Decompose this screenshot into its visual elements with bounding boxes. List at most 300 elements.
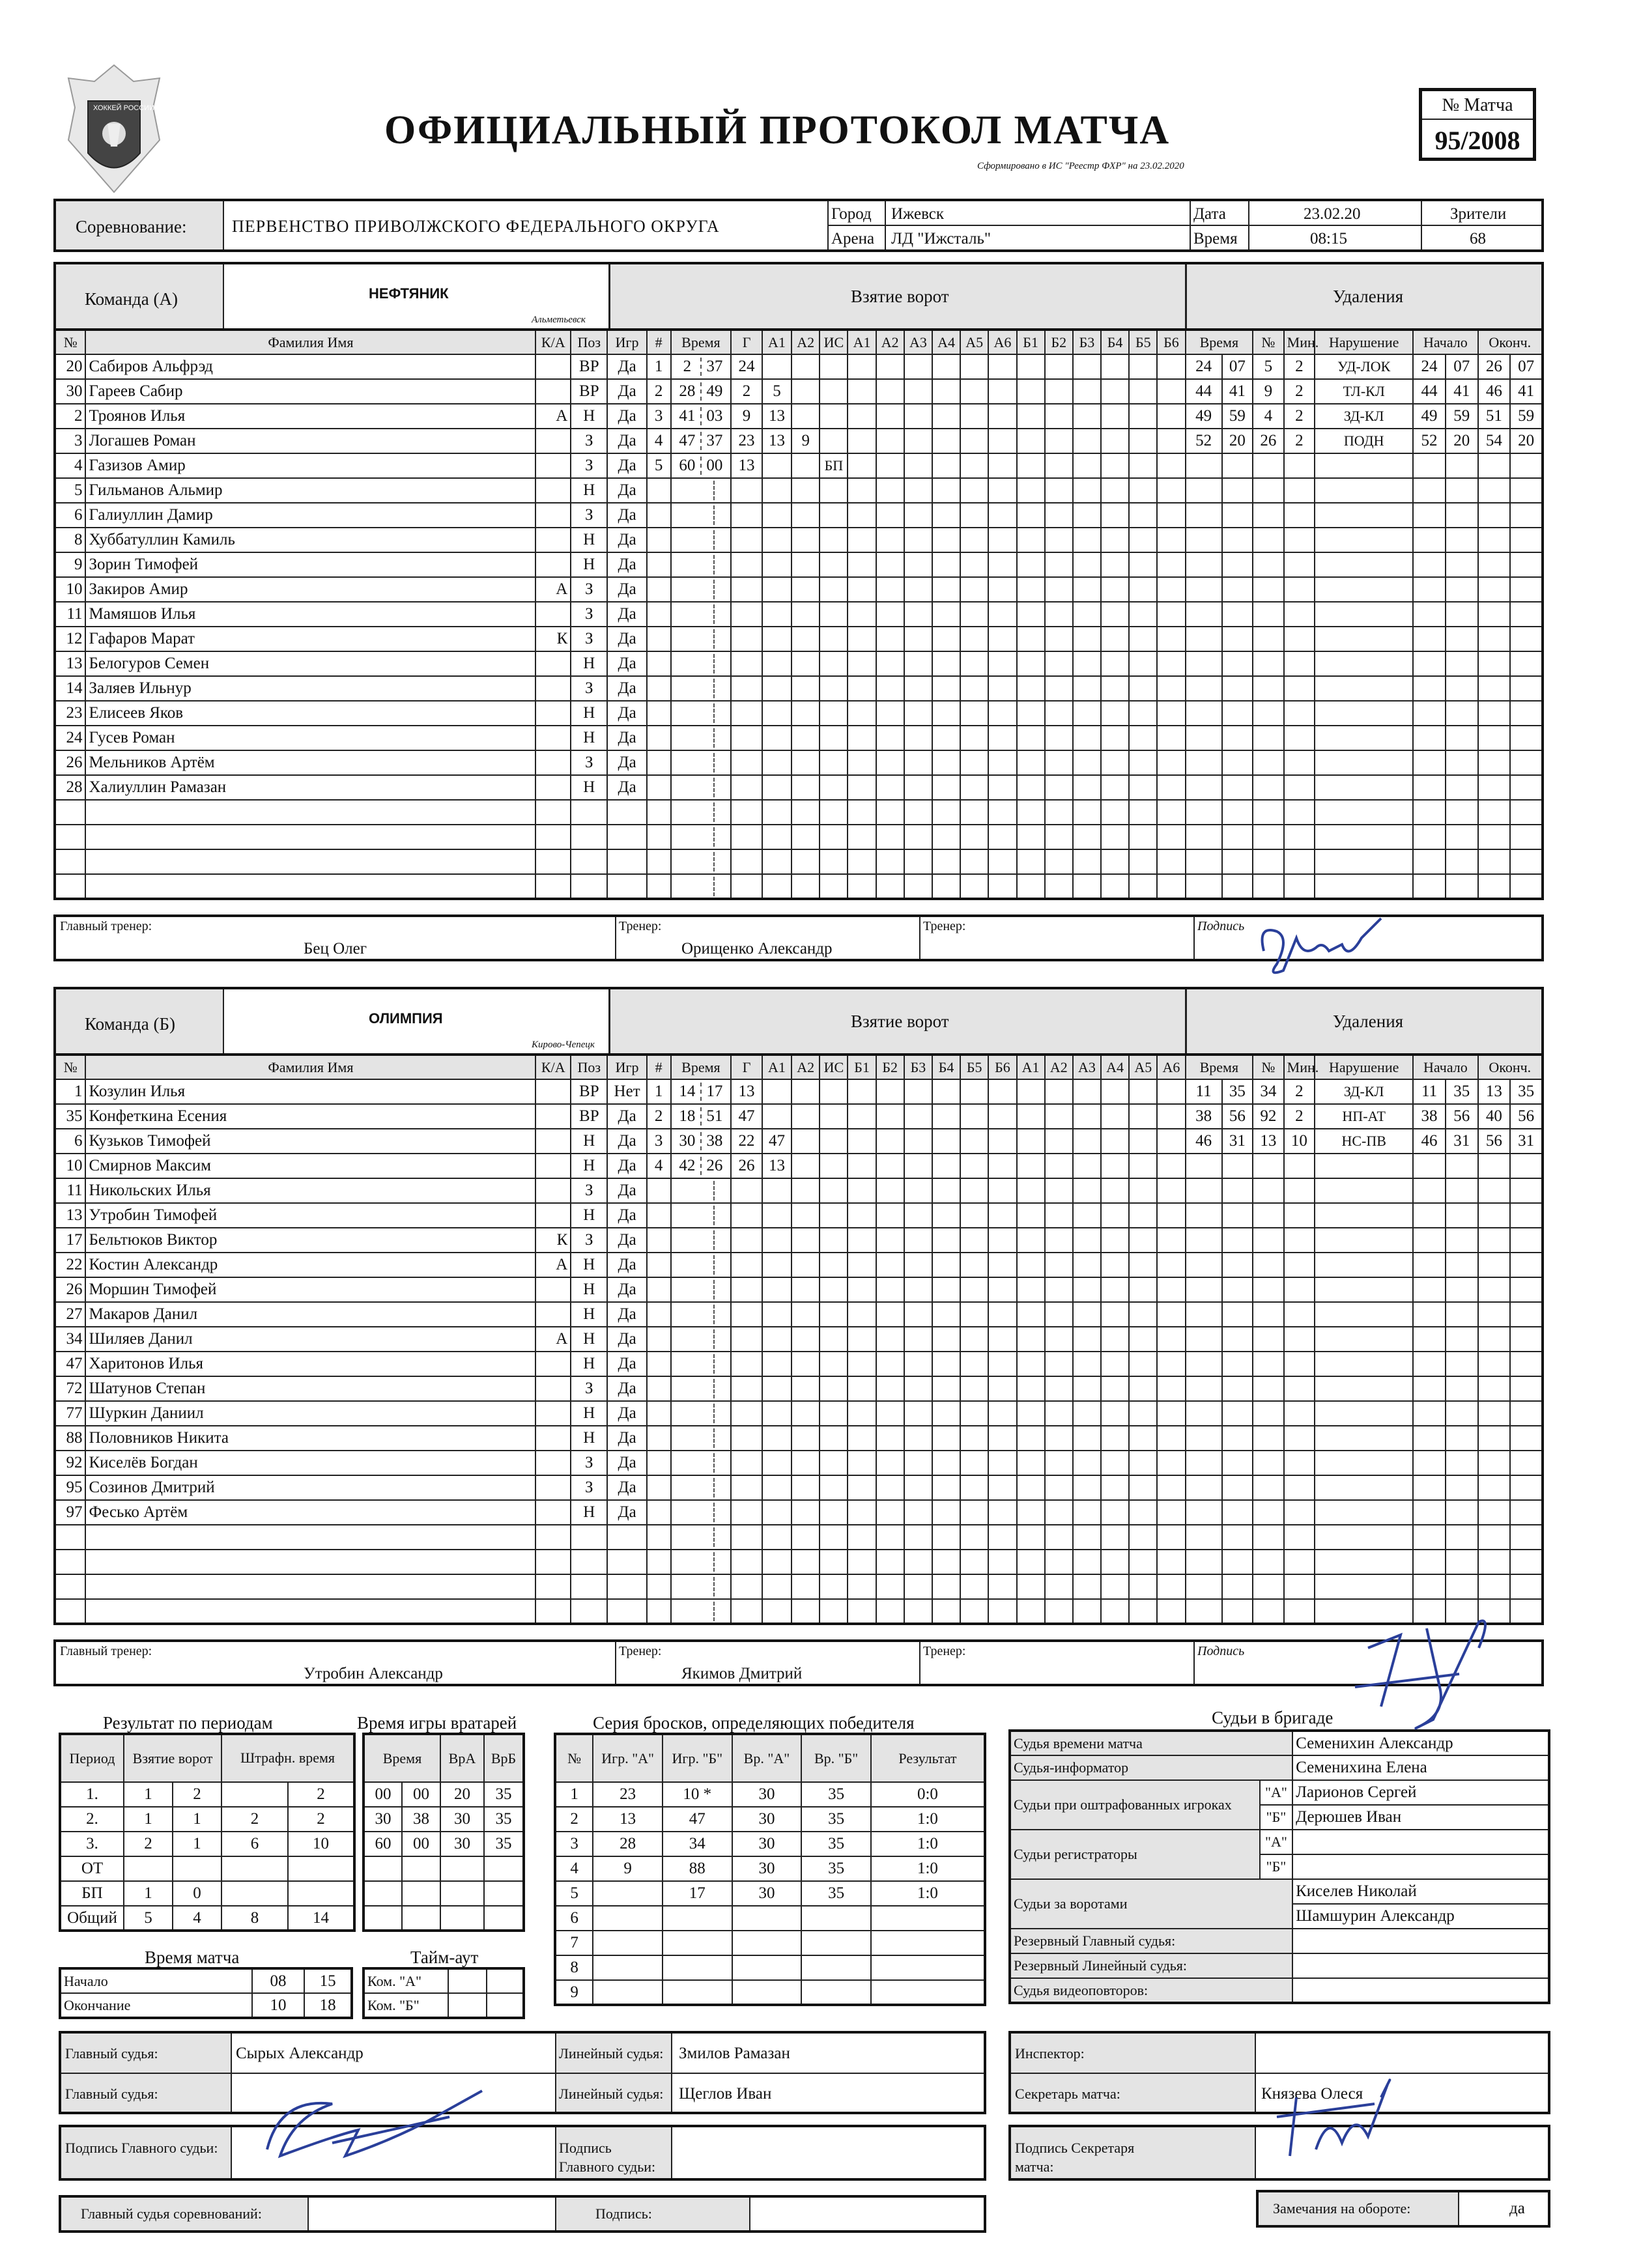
team_b-goal-is (820, 1253, 848, 1277)
team_b-goal-a1 (762, 1401, 792, 1426)
team_b-player-name: Никольских Илья (85, 1178, 535, 1203)
team_b-line-cell (1045, 1574, 1073, 1599)
team_a-goal-is (820, 478, 848, 503)
team_b-line-cell (904, 1277, 932, 1302)
table-row (55, 1203, 1543, 1228)
team_a-player-play: Да (607, 379, 646, 404)
team_b-goal-time (671, 1154, 732, 1178)
team_b-goals-title: Взятие ворот (851, 1012, 949, 1031)
team_a-player-name: Газизов Амир (85, 453, 535, 478)
team_b-pen-no (1253, 1500, 1283, 1525)
team_b-goal-a1 (762, 1327, 792, 1352)
team_a-line-cell (1045, 602, 1073, 627)
team_a-player-ka (535, 775, 571, 800)
team_a-line-cell (1073, 429, 1101, 453)
team_b-line-cell (1101, 1574, 1129, 1599)
team_b-pen-start-s (1446, 1574, 1478, 1599)
team_b-pen-no (1253, 1253, 1283, 1277)
team_b-pen-start-m (1413, 1253, 1446, 1277)
team_a-line-cell (1101, 354, 1129, 379)
team_b-player-play: Да (607, 1327, 646, 1352)
team_a-line-cell (848, 354, 876, 379)
table-row (55, 1079, 1543, 1104)
team_a-line-cell (988, 726, 1016, 750)
team_b-player-ka (535, 1302, 571, 1327)
team_b-header (53, 987, 1544, 1056)
match-start-m: 15 (304, 1968, 352, 1993)
team_a-h-goal-time: Время (671, 330, 732, 354)
team_b-goal-time (671, 1228, 732, 1253)
team_b-coach1-label: Тренер: (619, 1644, 662, 1658)
team_a-line-cell (1101, 849, 1129, 874)
team_b-pen-sec-time (1222, 1376, 1253, 1401)
periods-h-pen: Штрафн. время (221, 1734, 354, 1782)
team_a-line-cell (1017, 552, 1045, 577)
team_b-h-line-b6: А6 (1157, 1055, 1185, 1079)
goalie-s (402, 1856, 440, 1881)
team_b-pen-end-m (1478, 1500, 1511, 1525)
team_b-line-cell (1129, 1599, 1157, 1624)
team_a-line-cell (1017, 453, 1045, 478)
team_a-line-cell (932, 849, 960, 874)
team_a-h-line-a5: А5 (960, 330, 988, 354)
team_b-line-cell (904, 1203, 932, 1228)
team_b-player-play: Да (607, 1203, 646, 1228)
team_b-line-cell (932, 1327, 960, 1352)
team_a-line-cell (1073, 651, 1101, 676)
team_a-player-no: 13 (55, 651, 85, 676)
team_a-pen-end-m (1478, 676, 1511, 701)
team_a-goal-a1 (762, 750, 792, 775)
team_b-line-cell (848, 1401, 876, 1426)
team_a-h-pos: Поз (571, 330, 607, 354)
team_a-head-coach: Бец Олег (304, 940, 367, 957)
team_a-goal-is (820, 577, 848, 602)
team_a-player-name: Гареев Сабир (85, 379, 535, 404)
shootout-b (663, 1955, 732, 1980)
team_a-pen-start-m (1413, 453, 1446, 478)
team_b-player-no: 47 (55, 1352, 85, 1376)
line-ref-label-2: Линейный судья: (559, 2086, 664, 2102)
team_a-pen-no (1253, 552, 1283, 577)
team_b-line-cell (960, 1525, 988, 1550)
shootout-gb: 35 (801, 1782, 871, 1807)
team_b-goal-no (647, 1376, 671, 1401)
team_b-line-cell (932, 1228, 960, 1253)
team_b-line-cell (904, 1451, 932, 1475)
team_b-line-cell (1017, 1302, 1045, 1327)
team_b-line-cell (988, 1079, 1016, 1104)
team_a-line-cell (1045, 627, 1073, 651)
team_a-pen-minutes (1284, 453, 1315, 478)
team_a-line-cell (1101, 577, 1129, 602)
team_b-line-cell (904, 1525, 932, 1550)
team_b-line-cell (1045, 1475, 1073, 1500)
team_b-line-cell (1017, 1500, 1045, 1525)
team_a-line-cell (1157, 825, 1185, 849)
team_b-pen-end-s (1510, 1451, 1543, 1475)
team_b-line-cell (1045, 1426, 1073, 1451)
team_a-pen-end-m (1478, 701, 1511, 726)
team_b-pen-start-s (1446, 1525, 1478, 1550)
team_b-player-ka (535, 1525, 571, 1550)
team_b-line-cell (1101, 1104, 1129, 1129)
team_a-goal-no: 2 (647, 379, 671, 404)
team_a-player-no: 8 (55, 528, 85, 552)
team_b-line-cell (988, 1525, 1016, 1550)
team_a-line-cell (960, 825, 988, 849)
team_a-pen-violation (1315, 552, 1413, 577)
team_a-goal-time (671, 503, 732, 528)
team_a-pen-minutes (1284, 701, 1315, 726)
team_b-goal-is (820, 1500, 848, 1525)
team_a-line-cell (1129, 726, 1157, 750)
table-row (55, 800, 1543, 825)
team_b-goal-no (647, 1525, 671, 1550)
team_b-pen-sec-time (1222, 1327, 1253, 1352)
team_b-line-cell (876, 1154, 904, 1178)
team_a-line-cell (988, 651, 1016, 676)
team_a-pen-minutes: 2 (1284, 354, 1315, 379)
team_b-pen-min-time (1186, 1451, 1222, 1475)
team_b-goal-time (671, 1475, 732, 1500)
team_b-pen-end-m (1478, 1525, 1511, 1550)
team_a-line-cell (1129, 577, 1157, 602)
team_a-player-ka: К (535, 627, 571, 651)
team_b-pen-end-m (1478, 1401, 1511, 1426)
team_a-line-cell (1157, 726, 1185, 750)
team_a-line-cell (876, 726, 904, 750)
team_b-pen-minutes (1284, 1401, 1315, 1426)
team_a-line-cell (1045, 552, 1073, 577)
team_a-pen-start-m (1413, 552, 1446, 577)
penalty-a-tag: "А" (1260, 1780, 1292, 1805)
team_b-pen-min-time (1186, 1401, 1222, 1426)
team_b-line-cell (1157, 1178, 1185, 1203)
team_a-goals-title: Взятие ворот (851, 287, 949, 306)
table-row (55, 429, 1543, 453)
team_b-pen-min-time (1186, 1475, 1222, 1500)
team_a-line-cell (988, 478, 1016, 503)
team_b-label: Команда (Б) (85, 1014, 175, 1034)
team_a-line-cell (1129, 602, 1157, 627)
team_a-line-cell (876, 651, 904, 676)
team_a-goal-is (820, 701, 848, 726)
team_b-pen-start-m (1413, 1327, 1446, 1352)
team_b-line-cell (1017, 1401, 1045, 1426)
table-row (55, 404, 1543, 429)
team_a-line-cell (1129, 651, 1157, 676)
team_a-roster-table (53, 328, 1544, 900)
shootout-b (663, 1931, 732, 1955)
team_b-pen-end-m (1478, 1352, 1511, 1376)
team_b-line-cell (1073, 1451, 1101, 1475)
team_b-line-cell (876, 1376, 904, 1401)
team_a-h-goal-g: Г (731, 330, 762, 354)
team_a-player-play: Да (607, 701, 646, 726)
team_a-line-cell (848, 701, 876, 726)
team_a-player-ka (535, 676, 571, 701)
team_b-line-cell (1017, 1426, 1045, 1451)
team_b-goal-is (820, 1550, 848, 1574)
team_a-pen-minutes (1284, 503, 1315, 528)
team_a-line-cell (1017, 429, 1045, 453)
team_b-line-cell (1017, 1376, 1045, 1401)
line-ref-2: Щеглов Иван (679, 2085, 772, 2103)
team_a-pen-end-s (1510, 478, 1543, 503)
team_a-goal-a2 (792, 404, 820, 429)
team_a-line-cell (1157, 775, 1185, 800)
team_b-line-cell (1073, 1203, 1101, 1228)
team_b-player-ka (535, 1550, 571, 1574)
team_a-pen-minutes (1284, 800, 1315, 825)
team_a-pen-end-s: 59 (1510, 404, 1543, 429)
team_a-pen-sec-time (1222, 775, 1253, 800)
team_b-player-name: Созинов Дмитрий (85, 1475, 535, 1500)
team_b-line-cell (1101, 1302, 1129, 1327)
team_b-line-cell (988, 1129, 1016, 1154)
team_b-line-cell (1101, 1352, 1129, 1376)
team_a-h-play: Игр (607, 330, 646, 354)
team_b-player-play: Да (607, 1475, 646, 1500)
team_b-goal-time (671, 1599, 732, 1624)
team_b-pen-sec-time (1222, 1178, 1253, 1203)
team_b-line-cell (1129, 1079, 1157, 1104)
penalty-judges-label: Судьи при оштрафованных игроках (1010, 1780, 1260, 1830)
team_a-goal-scorer: 9 (731, 404, 762, 429)
team_b-line-cell (1017, 1253, 1045, 1277)
team_a-player-play: Да (607, 404, 646, 429)
team_b-player-no: 97 (55, 1500, 85, 1525)
team_b-line-cell (1157, 1203, 1185, 1228)
team_a-player-pos: З (571, 429, 607, 453)
team_a-pen-sec-time (1222, 651, 1253, 676)
team_a-pen-end-m (1478, 602, 1511, 627)
team_a-pen-min-time (1186, 825, 1222, 849)
team_a-goal-a2 (792, 379, 820, 404)
table-row (364, 1807, 524, 1832)
shootout-b (663, 1906, 732, 1931)
goalie-a: 30 (440, 1832, 484, 1856)
team_a-goal-scorer (731, 775, 762, 800)
team_a-pen-no (1253, 676, 1283, 701)
team_a-line-cell (1101, 627, 1129, 651)
goalie-m (364, 1906, 402, 1931)
team_a-goal-a1 (762, 825, 792, 849)
team_a-pen-violation (1315, 478, 1413, 503)
shootout-n: 2 (555, 1807, 593, 1832)
team_a-pen-end-m: 26 (1478, 354, 1511, 379)
team_b-pen-minutes (1284, 1352, 1315, 1376)
team_b-pen-end-m (1478, 1550, 1511, 1574)
team_a-goal-no (647, 726, 671, 750)
team_b-line-cell (1045, 1154, 1073, 1178)
team_a-pen-end-s (1510, 775, 1543, 800)
team_a-goal-no (647, 849, 671, 874)
team_a-pen-start-s (1446, 701, 1478, 726)
team_b-pen-start-s: 35 (1446, 1079, 1478, 1104)
team_b-line-cell (1129, 1426, 1157, 1451)
shootout-a (593, 1881, 663, 1906)
team_a-goal-is (820, 750, 848, 775)
team_a-goal-scorer (731, 552, 762, 577)
team_a-block (53, 262, 1544, 965)
team_b-line-cell (904, 1550, 932, 1574)
team_a-pen-minutes (1284, 750, 1315, 775)
team_b-line-cell (1017, 1277, 1045, 1302)
team_a-pen-minutes (1284, 651, 1315, 676)
team_b-line-cell (876, 1550, 904, 1574)
table-row (55, 552, 1543, 577)
team_b-pen-start-s (1446, 1475, 1478, 1500)
team_b-pen-min-time (1186, 1154, 1222, 1178)
team_a-line-cell (904, 849, 932, 874)
team_b-goal-is (820, 1525, 848, 1550)
team_b-line-cell (988, 1475, 1016, 1500)
team_b-line-cell (988, 1376, 1016, 1401)
team_a-line-cell (1157, 651, 1185, 676)
team_a-player-pos: Н (571, 651, 607, 676)
team_a-player-no: 12 (55, 627, 85, 651)
team_b-pen-end-m (1478, 1154, 1511, 1178)
team_a-player-play: Да (607, 651, 646, 676)
shootout-h-no: № (555, 1734, 593, 1782)
team_b-goal-time (671, 1079, 732, 1104)
team_a-line-cell (988, 750, 1016, 775)
team_a-pen-min-time (1186, 627, 1222, 651)
team_a-line-cell (1045, 701, 1073, 726)
team_a-goal-a2 (792, 552, 820, 577)
team_a-pen-end-m: 51 (1478, 404, 1511, 429)
goalie-b: 35 (484, 1807, 524, 1832)
team_b-pen-min-time (1186, 1178, 1222, 1203)
team_a-pen-no (1253, 701, 1283, 726)
team_a-line-cell (1045, 528, 1073, 552)
team_b-player-play: Да (607, 1129, 646, 1154)
team_b-player-name (85, 1574, 535, 1599)
team_b-line-cell (1129, 1550, 1157, 1574)
team_b-head-coach-label: Главный тренер: (60, 1644, 152, 1658)
team_a-line-cell (904, 676, 932, 701)
arena-label: Арена (831, 230, 875, 248)
team_b-line-cell (848, 1302, 876, 1327)
team_a-pen-end-m: 54 (1478, 429, 1511, 453)
team_a-pen-no (1253, 503, 1283, 528)
team_a-goal-time (671, 552, 732, 577)
table-row (60, 1832, 354, 1856)
team_b-line-cell (1101, 1451, 1129, 1475)
period-pa (221, 1856, 288, 1881)
team_a-line-cell (1101, 503, 1129, 528)
team_a-line-cell (904, 577, 932, 602)
team_b-line-cell (1073, 1525, 1101, 1550)
team_b-line-cell (1157, 1500, 1185, 1525)
team_b-goal-a1: 47 (762, 1129, 792, 1154)
table-row (55, 478, 1543, 503)
team_b-player-ka (535, 1599, 571, 1624)
team_a-player-ka: А (535, 404, 571, 429)
team_a-line-cell (1073, 528, 1101, 552)
shootout-ga (732, 1931, 802, 1955)
team_b-line-cell (960, 1352, 988, 1376)
team_a-pen-end-s: 20 (1510, 429, 1543, 453)
shootout-h-b: Игр. "Б" (663, 1734, 732, 1782)
team_a-player-pos: З (571, 676, 607, 701)
team_a-line-cell (848, 825, 876, 849)
team_a-player-name (85, 800, 535, 825)
team_b-line-cell (960, 1129, 988, 1154)
team_a-pen-no (1253, 825, 1283, 849)
team_a-line-cell (1073, 849, 1101, 874)
team_b-player-name: Шатунов Степан (85, 1376, 535, 1401)
team_a-line-cell (1017, 627, 1045, 651)
main-ref-label-1: Главный судья: (65, 2045, 158, 2062)
table-row (555, 1881, 985, 1906)
team_a-line-cell (1101, 602, 1129, 627)
team_b-goal-a2 (792, 1550, 820, 1574)
team_a-h-line-b2: Б2 (1045, 330, 1073, 354)
team_b-pen-no (1253, 1302, 1283, 1327)
team_b-line-cell (1017, 1599, 1045, 1624)
team_a-line-cell (1017, 503, 1045, 528)
team_b-line-cell (960, 1401, 988, 1426)
team_b-line-cell (1101, 1253, 1129, 1277)
team_a-player-pos: ВР (571, 354, 607, 379)
team_a-line-cell (1073, 453, 1101, 478)
team_b-pen-min-time (1186, 1228, 1222, 1253)
team_b-line-cell (960, 1277, 988, 1302)
team_a-goal-a2 (792, 453, 820, 478)
date-label: Дата (1193, 205, 1226, 223)
team_b-goal-is (820, 1327, 848, 1352)
team_a-player-ka (535, 602, 571, 627)
team_b-player-pos (571, 1525, 607, 1550)
team_a-goal-scorer (731, 701, 762, 726)
team_b-line-cell (848, 1525, 876, 1550)
table-row (364, 1881, 524, 1906)
team_a-pen-min-time (1186, 775, 1222, 800)
team_b-pen-no: 34 (1253, 1079, 1283, 1104)
team_a-goal-a1: 13 (762, 429, 792, 453)
team_a-line-cell (1045, 800, 1073, 825)
team_a-h-line-a3: А3 (904, 330, 932, 354)
team_a-pen-minutes: 2 (1284, 429, 1315, 453)
team_b-line-cell (960, 1376, 988, 1401)
team_b-line-cell (988, 1327, 1016, 1352)
team_b-goal-scorer: 47 (731, 1104, 762, 1129)
team_a-player-name: Гусев Роман (85, 726, 535, 750)
team_a-pen-end-m (1478, 726, 1511, 750)
team_a-goal-is (820, 552, 848, 577)
team_a-pen-sec-time (1222, 874, 1253, 899)
line-ref-1: Змилов Рамазан (679, 2045, 790, 2062)
team_b-line-cell (960, 1302, 988, 1327)
team_a-header (53, 262, 1544, 331)
team_b-pen-minutes (1284, 1327, 1315, 1352)
team_b-line-cell (1157, 1550, 1185, 1574)
team_b-line-cell (1101, 1599, 1129, 1624)
team_a-player-no (55, 874, 85, 899)
team_a-goal-a2 (792, 528, 820, 552)
team_b-line-cell (1073, 1178, 1101, 1203)
team_a-pen-violation (1315, 676, 1413, 701)
team_a-h-line-b3: Б3 (1073, 330, 1101, 354)
team_b-line-cell (988, 1277, 1016, 1302)
team_b-roster-table (53, 1053, 1544, 1625)
goalie-m: 60 (364, 1832, 402, 1856)
team_a-goal-is (820, 651, 848, 676)
team_b-pen-start-s: 31 (1446, 1129, 1478, 1154)
